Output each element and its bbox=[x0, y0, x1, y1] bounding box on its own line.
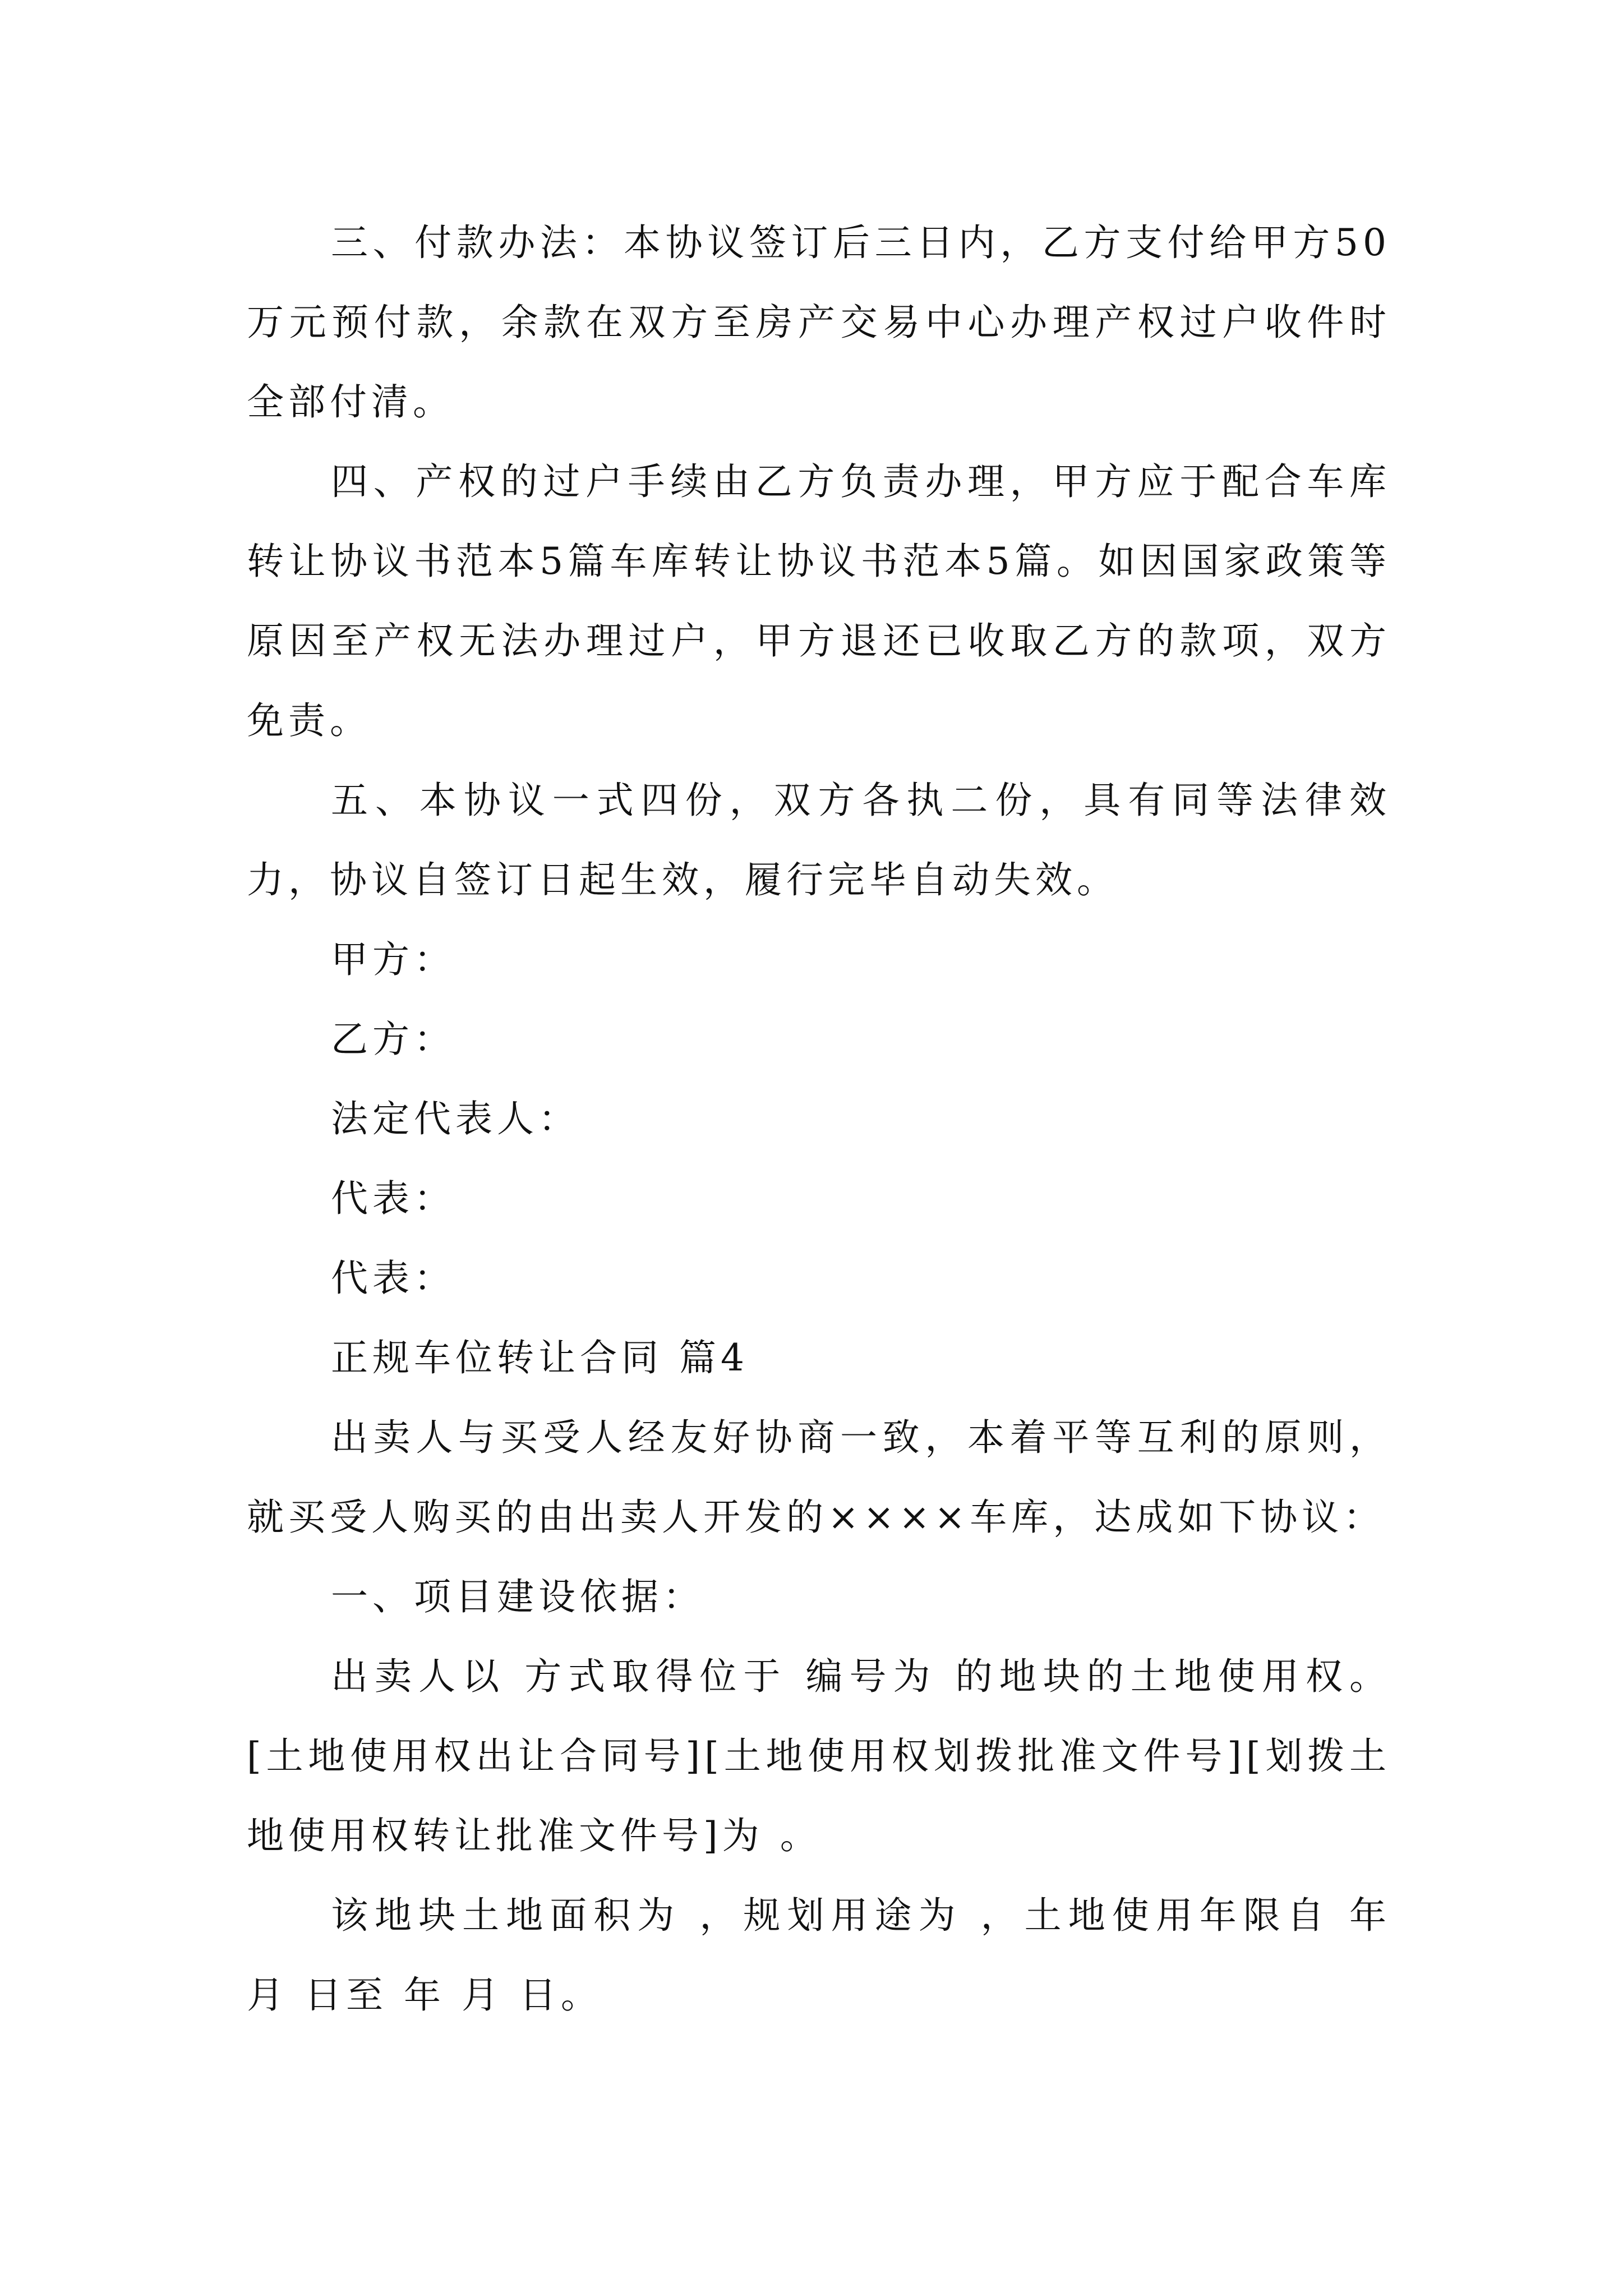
representative-label-1: 代表： bbox=[331, 1177, 455, 1220]
clause-payment-method: 三、付款办法：本协议签订后三日内，乙方支付给甲方50万元预付款，余款在双方至房产交易中心办理产权过户收件时全部付清。 bbox=[247, 221, 1391, 424]
clause-project-basis-heading: 一、项目建设依据： bbox=[331, 1575, 704, 1618]
party-a-label: 甲方： bbox=[331, 938, 455, 981]
clause-copies-validity: 五、本协议一式四份，双方各执二份，具有同等法律效力，协议自签订日起生效，履行完毕自动失效。 bbox=[247, 779, 1391, 901]
clause-land-area: 该地块土地面积为 ，规划用途为 ，土地使用年限自 年 月 日至 年 月 日。 bbox=[247, 1894, 1391, 2017]
section-heading: 正规车位转让合同 篇4 bbox=[331, 1336, 749, 1379]
clause-land-use-right: 出卖人以 方式取得位于 编号为 的地块的土地使用权。[土地使用权出让合同号][土地使用权划拨批准文件号][划拨土地使用权转让批准文件号]为 。 bbox=[247, 1655, 1391, 1857]
document-body bbox=[247, 203, 1391, 2035]
legal-representative-label: 法定代表人： bbox=[331, 1097, 580, 1140]
party-b-label: 乙方： bbox=[331, 1018, 455, 1061]
representative-label-2: 代表： bbox=[331, 1257, 455, 1300]
clause-title-transfer: 四、产权的过户手续由乙方负责办理，甲方应于配合车库转让协议书范本5篇车库转让协议书范本5篇。如因国家政策等原因至产权无法办理过户，甲方退还已收取乙方的款项，双方免责。 bbox=[247, 460, 1391, 742]
preamble-paragraph: 出卖人与买受人经友好协商一致，本着平等互利的原则，就买受人购买的由出卖人开发的××××车库，达成如下协议： bbox=[247, 1416, 1391, 1539]
